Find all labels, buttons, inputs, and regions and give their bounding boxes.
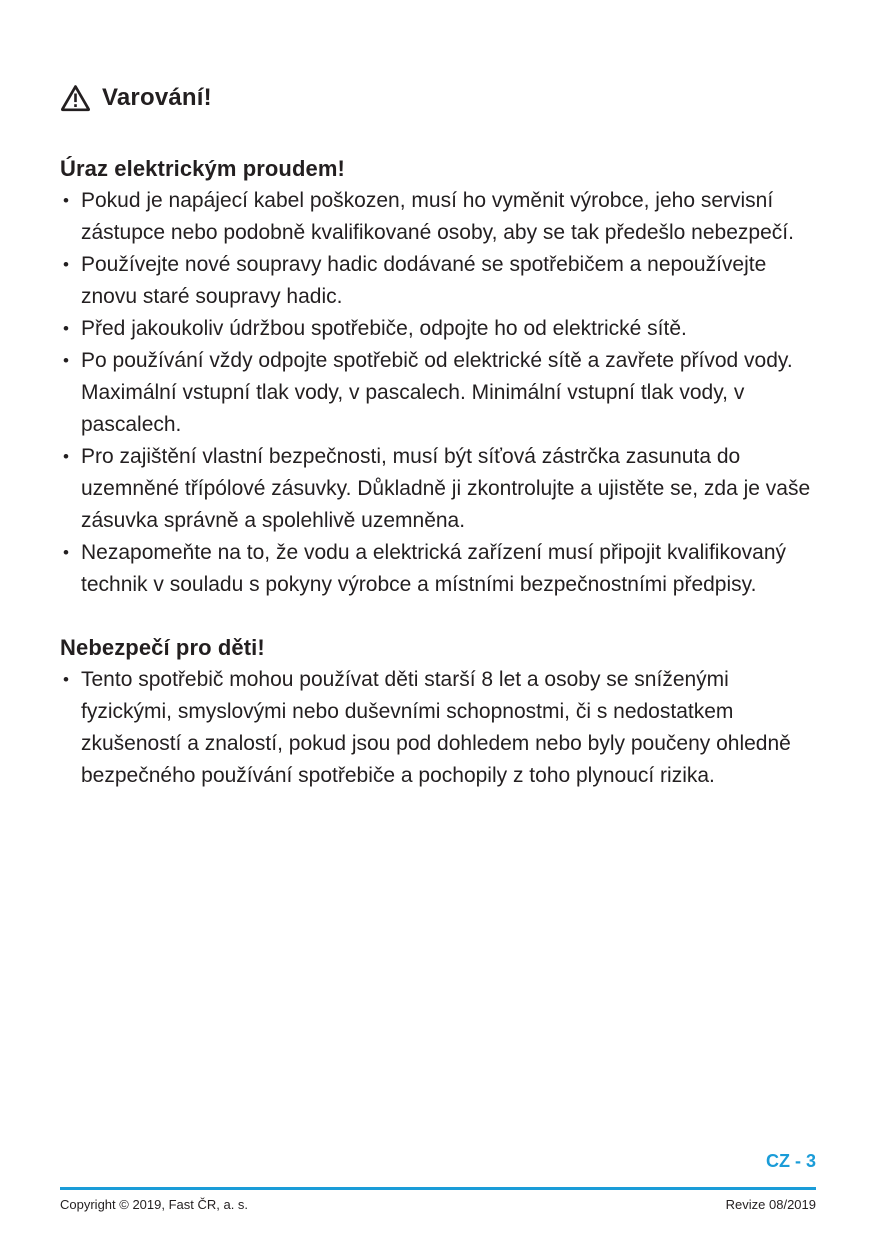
list-item: • Pro zajištění vlastní bezpečnosti, musí být síťová zástrčka zasunuta do uzemněné třípólové zásuvky. Důkladně ji zkontrolujte a ujistěte se, zda je vaše zásuvka správně a spolehlivě uzemněna. bbox=[60, 441, 816, 537]
page-number: CZ - 3 bbox=[765, 1151, 816, 1171]
list-item: • Tento spotřebič mohou používat děti starší 8 let a osoby se sníženými fyzickými, smyslovými nebo duševními schopnostmi, či s nedostatkem zkušeností a znalostí, pokud jsou pod dohledem nebo byly poučeny ohledně bezpečného používání spotřebiče a pochopily z toho plynoucí rizika. bbox=[60, 664, 816, 792]
section-heading: Úraz elektrickým proudem! bbox=[60, 156, 345, 181]
list-item: • Pokud je napájecí kabel poškozen, musí ho vyměnit výrobce, jeho servisní zástupce nebo podobně kvalifikované osoby, aby se tak předešlo nebezpečí. bbox=[60, 185, 816, 249]
section-electric-shock bbox=[60, 156, 816, 601]
section-heading: Nebezpečí pro děti! bbox=[60, 635, 265, 660]
warning-triangle-icon bbox=[60, 84, 91, 112]
footer-copyright: Copyright © 2019, Fast ČR, a. s. bbox=[60, 1197, 249, 1212]
section-children-danger bbox=[60, 635, 816, 792]
warning-list bbox=[60, 664, 816, 792]
warning-title: Varování! bbox=[102, 84, 212, 111]
warning-header bbox=[60, 84, 816, 112]
list-item: • Před jakoukoliv údržbou spotřebiče, odpojte ho od elektrické sítě. bbox=[60, 313, 816, 345]
list-item: • Po používání vždy odpojte spotřebič od elektrické sítě a zavřete přívod vody. Maximální vstupní tlak vody, v pascalech. Minimální vstupní tlak vody, v pascalech. bbox=[60, 345, 816, 441]
footer-revision: Revize 08/2019 bbox=[725, 1197, 816, 1212]
warning-list bbox=[60, 185, 816, 601]
list-item: • Nezapomeňte na to, že vodu a elektrická zařízení musí připojit kvalifikovaný technik v souladu s pokyny výrobce a místními bezpečnostními předpisy. bbox=[60, 537, 816, 601]
footer-divider bbox=[60, 1187, 816, 1190]
list-item: • Používejte nové soupravy hadic dodávané se spotřebičem a nepoužívejte znovu staré soupravy hadic. bbox=[60, 249, 816, 313]
